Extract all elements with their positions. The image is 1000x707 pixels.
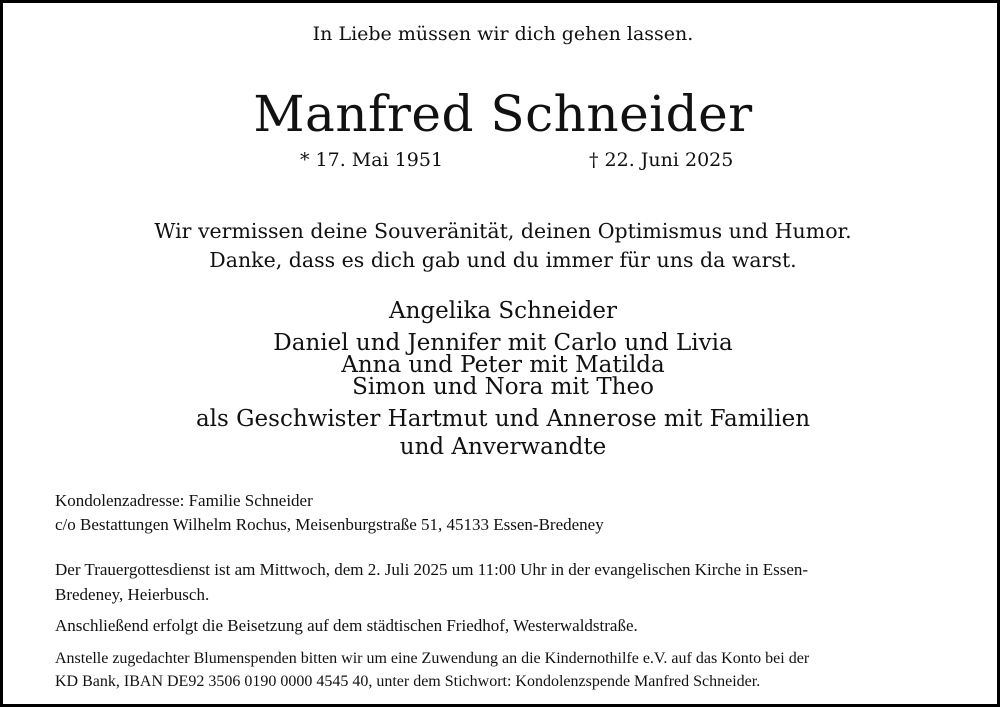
death-date: † 22. Juni 2025: [589, 149, 734, 171]
family-line-4: Simon und Nora mit Theo: [352, 374, 654, 400]
motto: In Liebe müssen wir dich gehen lassen.: [312, 23, 694, 45]
family-line-2: Daniel und Jennifer mit Carlo und Livia: [273, 330, 733, 356]
family-line-1: Angelika Schneider: [389, 298, 617, 324]
birth-date: * 17. Mai 1951: [300, 149, 444, 171]
condolence-line-2: c/o Bestattungen Wilhelm Rochus, Meisenburgstraße 51, 45133 Essen-Bredeney: [55, 515, 604, 534]
quote-line-1: Wir vermissen deine Souveränität, deinen Optimismus und Humor.: [154, 219, 852, 243]
condolence-line-1: Kondolenzadresse: Familie Schneider: [55, 491, 313, 510]
family-line-5: als Geschwister Hartmut und Annerose mit Familien: [195, 406, 811, 432]
donation-line-1: Anstelle zugedachter Blumenspenden bitten wir um eine Zuwendung an die Kindernothilfe e.V. auf das Konto bei der: [55, 650, 810, 667]
quote-line-2: Danke, dass es dich gab und du immer für uns da warst.: [209, 248, 797, 272]
family-line-3: Anna und Peter mit Matilda: [341, 352, 665, 378]
service-line-2: Bredeney, Heierbusch.: [55, 585, 210, 604]
family-line-6: und Anverwandte: [399, 434, 607, 460]
service-line-1: Der Trauergottesdienst ist am Mittwoch, dem 2. Juli 2025 um 11:00 Uhr in der evangelischen Kirche in Essen-: [55, 560, 809, 579]
donation-line-2: KD Bank, IBAN DE92 3506 0190 0000 4545 40, unter dem Stichwort: Kondolenzspende Manfred Schneider.: [55, 673, 761, 690]
deceased-name: Manfred Schneider: [253, 85, 753, 143]
burial-line: Anschließend erfolgt die Beisetzung auf dem städtischen Friedhof, Westerwaldstraße.: [55, 616, 638, 635]
